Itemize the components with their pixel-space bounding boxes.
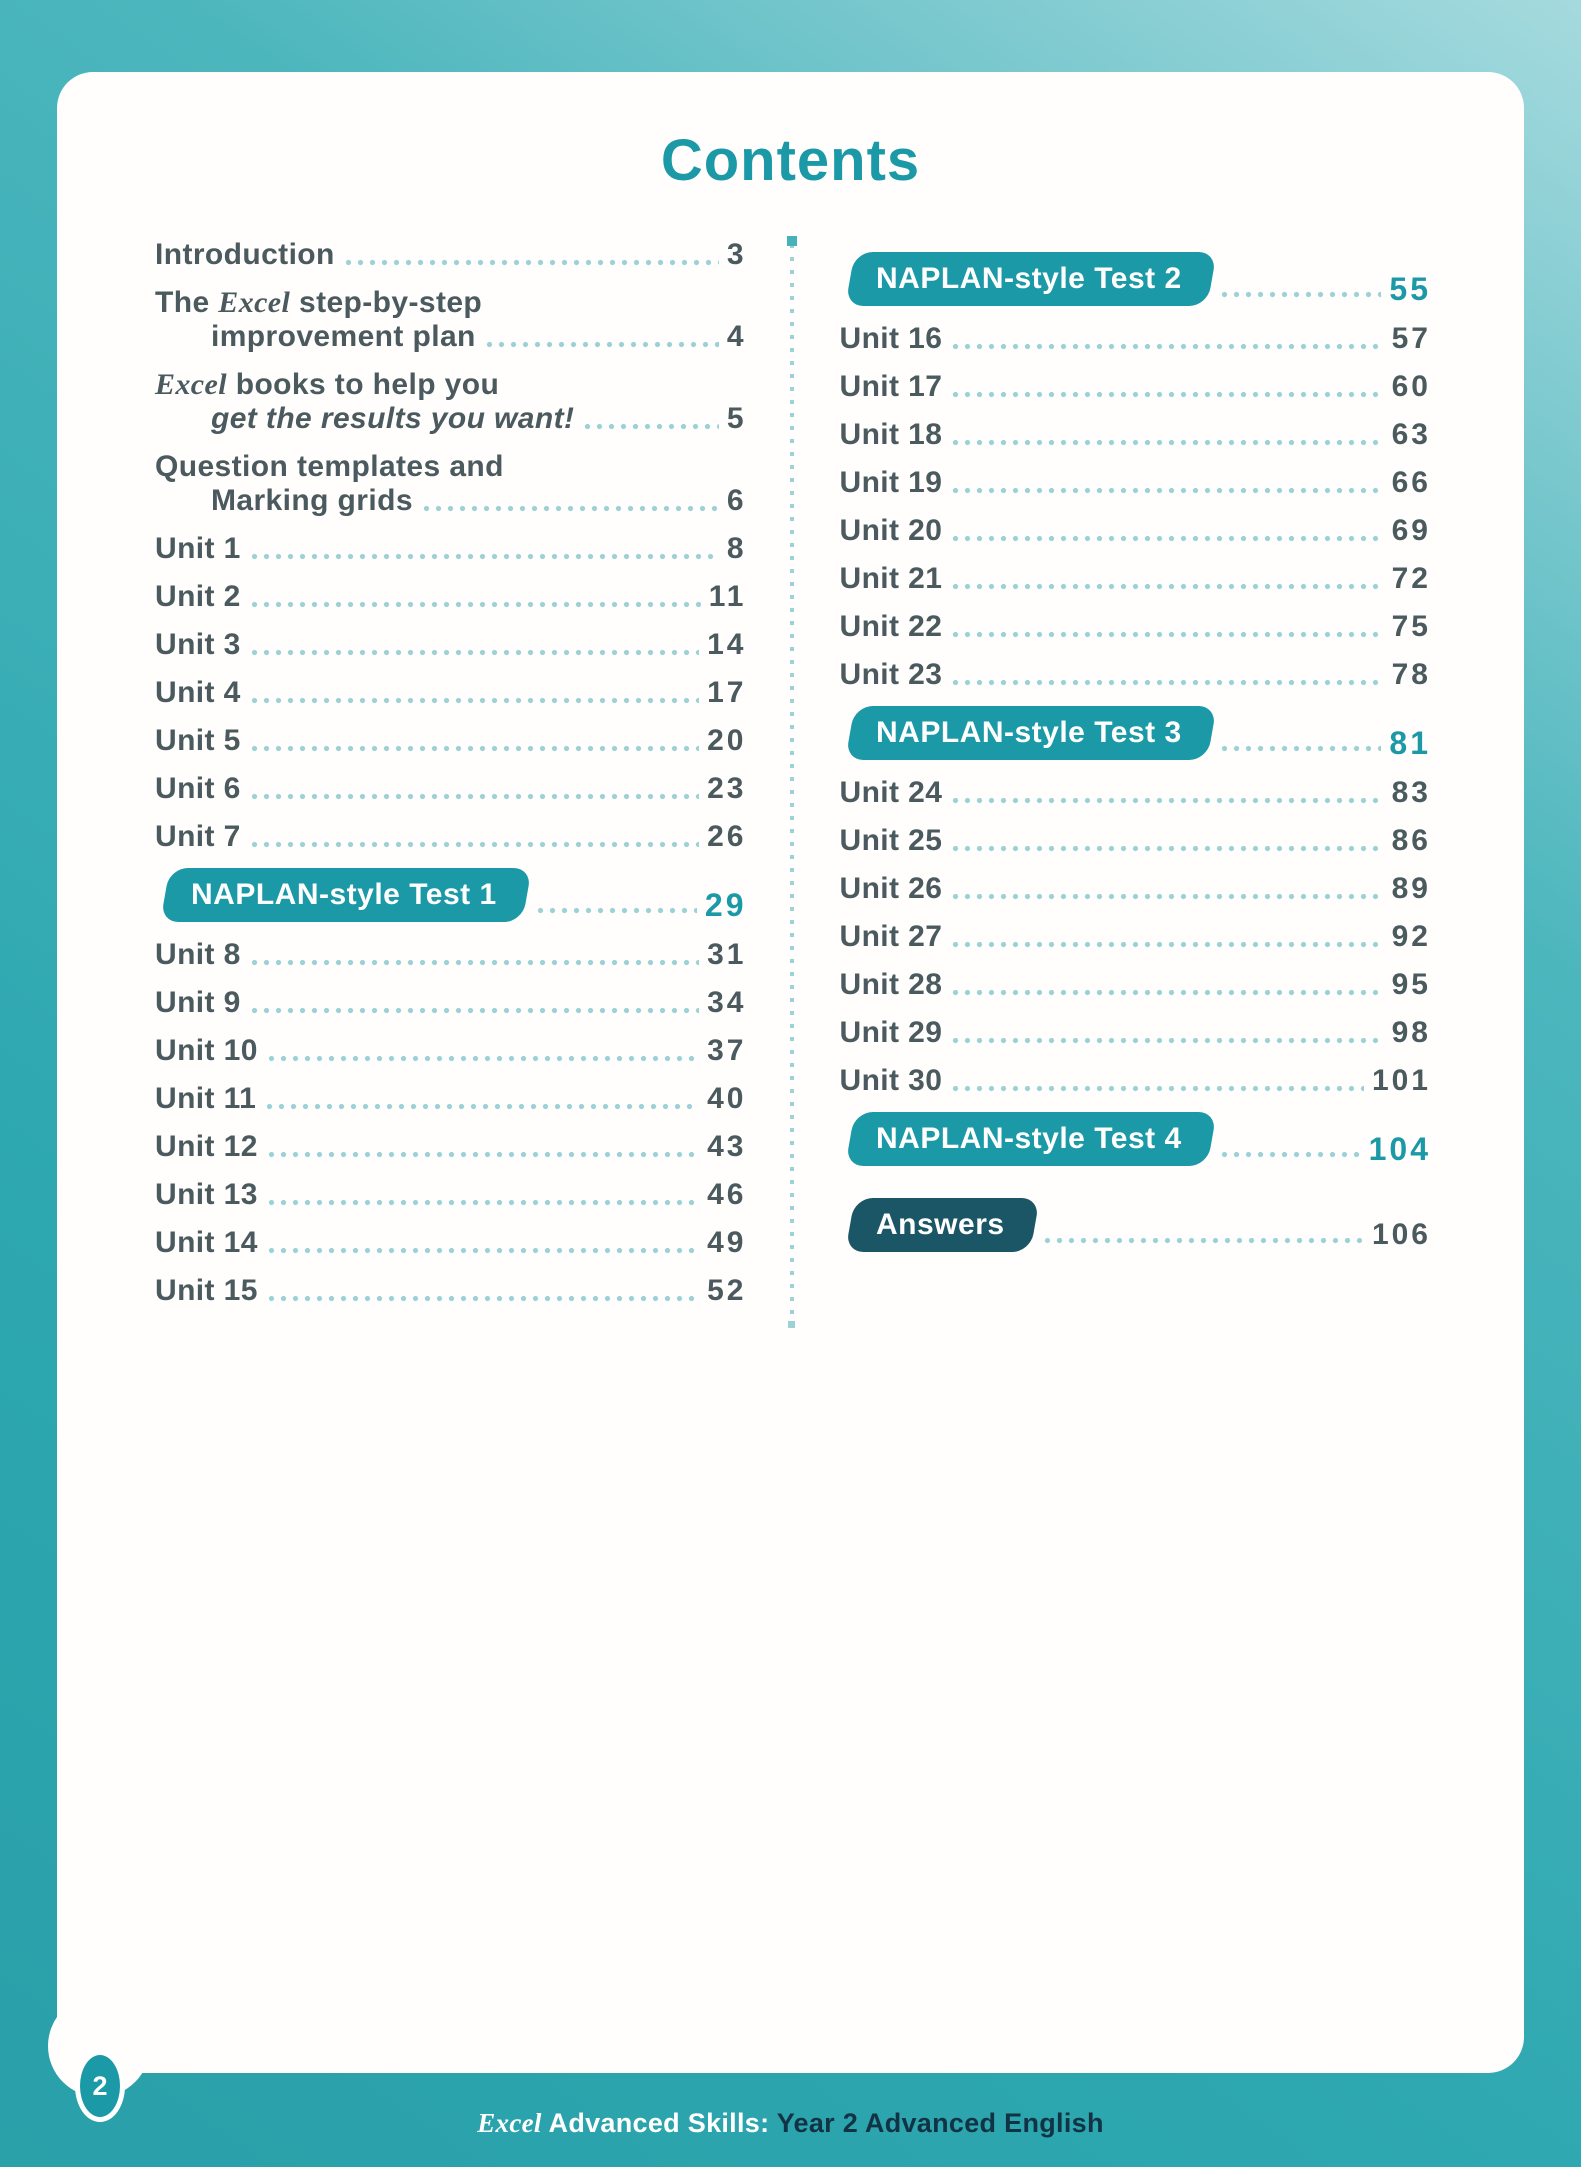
toc-entry-label [840,562,943,596]
dotted-leader [1221,745,1381,752]
page-ref: 20 [707,724,747,757]
dotted-leader [952,535,1383,542]
test-banner [160,868,531,922]
toc-entry-text: Unit 1 [155,532,241,565]
page-ref: 89 [1391,872,1431,905]
page-ref: 57 [1391,322,1431,355]
toc-entry-line [155,986,747,1020]
toc-entry-line [840,610,1429,644]
page-number: 2 [92,2070,108,2101]
toc-entry-text: Unit 22 [839,610,943,643]
page-ref: 46 [707,1178,747,1211]
toc-entry-line [155,938,747,972]
toc-entry-text: Unit 30 [839,1064,943,1097]
toc-entry-label [840,466,943,500]
dotted-leader [952,439,1383,446]
answers-banner-label: Answers [875,1208,1005,1241]
toc-entry-label [155,820,241,854]
toc-entry-label [840,1064,943,1098]
toc-entry-label [155,368,499,402]
answers-banner [845,1198,1039,1252]
toc-entry-text: Unit 11 [155,1082,257,1115]
toc-entry-line [155,484,747,518]
toc-entry-text: Unit 7 [155,820,241,853]
test-banner-row [840,1112,1429,1166]
toc-entry-text: Unit 20 [839,514,943,547]
toc-entry-line [840,776,1429,810]
toc-entry-text: Unit 6 [155,772,241,805]
toc-entry-text: Unit 4 [155,676,241,709]
page-ref: 63 [1391,418,1431,451]
dotted-leader [952,679,1383,686]
page-ref: 49 [707,1226,747,1259]
toc-entry-label [840,418,943,452]
test-banner-row [840,252,1429,306]
toc-entry-text: Unit 26 [839,872,943,905]
page-ref: 52 [707,1274,747,1307]
dotted-leader [1221,1151,1360,1158]
toc-entry-line [840,824,1429,858]
page-ref: 66 [1391,466,1431,499]
footer-book-title: Year 2 Advanced English [776,2108,1104,2138]
toc-entry-line [155,1130,747,1164]
toc-entry-text: Excel [218,286,291,319]
toc-entry-line [840,1064,1429,1098]
toc-entry-label [155,1034,258,1068]
toc-entry-label [155,1130,258,1164]
toc-columns [155,238,1431,1324]
toc-entry-label [155,286,482,320]
toc-entry-label [155,628,241,662]
dotted-leader [1221,291,1381,298]
toc-entry-label [211,320,476,354]
dotted-leader [952,391,1383,398]
dotted-leader [952,1085,1364,1092]
dotted-leader [1044,1237,1364,1244]
page-ref: 106 [1371,1218,1431,1251]
page-ref: 95 [1391,968,1431,1001]
page-ref: 55 [1389,271,1431,307]
toc-entry-line [155,238,747,272]
page-ref: 92 [1391,920,1431,953]
page-ref: 69 [1391,514,1431,547]
page-ref: 98 [1391,1016,1431,1049]
test-banner-label: NAPLAN-style Test 1 [191,878,497,911]
toc-entry-label [155,986,241,1020]
toc-entry-text: improvement plan [211,320,476,353]
toc-entry-label [840,610,943,644]
toc-entry-label [840,968,943,1002]
toc-entry-line [840,968,1429,1002]
test-banner [845,252,1216,306]
page-ref: 60 [1391,370,1431,403]
toc-entry-line [840,1016,1429,1050]
page-ref: 11 [708,580,747,613]
page-ref: 86 [1391,824,1431,857]
page-ref: 104 [1368,1131,1431,1167]
toc-entry-label [155,1274,258,1308]
toc-entry-label [840,920,943,954]
page-ref: 37 [707,1034,747,1067]
toc-entry-line [155,1274,747,1308]
page-ref: 75 [1391,610,1431,643]
toc-entry-label [840,824,943,858]
toc-entry-label [840,658,943,692]
dotted-leader [486,341,719,348]
dotted-leader [952,343,1383,350]
answers-banner-row [840,1198,1429,1252]
toc-entry-label [211,402,574,436]
toc-entry-label [840,514,943,548]
dotted-leader [952,941,1383,948]
dotted-leader [251,601,701,608]
dotted-leader [251,745,699,752]
footer-brand-excel: Excel [477,2108,542,2138]
column-divider-dotted-line [790,244,794,1324]
toc-entry-text: Unit 3 [155,628,241,661]
dotted-leader [268,1199,699,1206]
toc-entry-line [840,658,1429,692]
toc-entry-text: Unit 9 [155,986,241,1019]
page-ref: 34 [707,986,747,1019]
page-ref: 17 [707,676,747,709]
page-title: Contents [660,128,921,193]
page-ref: 4 [726,320,747,353]
toc-entry-text: Unit 28 [839,968,943,1001]
toc-entry-text: Unit 27 [839,920,943,953]
test-banner-row [840,706,1429,760]
page-ref: 101 [1371,1064,1431,1097]
toc-entry-line [840,514,1429,548]
toc-entry-text: Unit 5 [155,724,241,757]
dotted-leader [952,1037,1383,1044]
toc-entry-line [155,1034,747,1068]
dotted-leader [268,1151,699,1158]
toc-entry-text: Unit 18 [839,418,943,451]
toc-entry-line [155,402,747,436]
page-ref: 23 [707,772,747,805]
dotted-leader [345,259,719,266]
dotted-leader [952,583,1383,590]
toc-entry-text: Unit 13 [155,1178,258,1211]
toc-entry-line [840,466,1429,500]
test-banner-row [155,868,747,923]
page-ref: 83 [1391,776,1431,809]
toc-entry-text: get the results you want! [211,402,575,435]
toc-entry-text: Introduction [155,238,335,271]
toc-entry-label [155,238,335,272]
dotted-leader [952,989,1383,996]
toc-entry-line [155,772,747,806]
toc-entry-text: Marking grids [211,484,413,517]
toc-column-left [155,238,747,1324]
dotted-leader [952,631,1383,638]
toc-entry-line [840,370,1429,404]
toc-entry-text: Unit 14 [155,1226,258,1259]
test-banner [845,1112,1216,1166]
dotted-leader [268,1055,699,1062]
toc-entry-text: Excel [155,368,227,401]
dotted-leader [537,907,697,914]
toc-entry-line [155,580,747,614]
toc-entry-label [155,676,241,710]
page-ref: 78 [1391,658,1431,691]
page-ref: 14 [707,628,747,661]
page-ref: 40 [707,1082,747,1115]
toc-entry-label [155,1178,258,1212]
page-ref: 29 [704,887,747,923]
toc-entry-text: Unit 21 [839,562,943,595]
toc-entry-text: step-by-step [290,286,483,319]
dotted-leader [584,423,718,430]
toc-entry-label [155,580,241,614]
toc-entry-line [840,562,1429,596]
toc-entry-line [840,418,1429,452]
toc-entry-text: Unit 10 [155,1034,258,1067]
toc-entry-text: Unit 17 [839,370,943,403]
content-card [57,72,1524,2073]
toc-entry-text: Unit 23 [839,658,943,691]
toc-entry-text: Unit 15 [155,1274,258,1307]
toc-entry-label [155,1082,256,1116]
toc-column-right [840,238,1429,1324]
toc-entry-line [155,450,744,484]
test-banner [845,706,1216,760]
toc-entry-label [840,1016,943,1050]
toc-entry-line [155,286,744,320]
test-banner-label: NAPLAN-style Test 3 [875,716,1182,749]
toc-entry-line [155,724,747,758]
footer [0,2108,1581,2139]
page-ref: 81 [1389,725,1431,761]
page-ref: 31 [707,938,747,971]
toc-entry-label [211,484,413,518]
toc-entry-label [840,776,943,810]
toc-entry-text: Unit 2 [155,580,241,613]
toc-entry-label [155,1226,258,1260]
toc-entry-label [840,872,943,906]
page-ref: 3 [726,238,747,271]
toc-entry-text: Question templates and [155,450,504,483]
dotted-leader [266,1103,699,1110]
toc-entry-text: The [155,286,219,319]
toc-entry-line [155,532,747,566]
page-ref: 6 [726,484,747,517]
toc-entry-line [840,872,1429,906]
dotted-leader [268,1247,699,1254]
dotted-leader [251,553,719,560]
toc-entry-text: Unit 8 [155,938,241,971]
toc-entry-label [155,724,241,758]
toc-entry-text: Unit 29 [839,1016,943,1049]
dotted-leader [423,505,719,512]
toc-entry-line [840,322,1429,356]
test-banner-label: NAPLAN-style Test 4 [875,1122,1182,1155]
dotted-leader [251,1007,699,1014]
toc-entry-label [155,772,241,806]
footer-series-label: Advanced Skills: [541,2108,777,2138]
toc-entry-line [155,1178,747,1212]
toc-entry-line [155,1226,747,1260]
toc-entry-line [155,676,747,710]
toc-entry-text: Unit 19 [839,466,943,499]
toc-entry-label [840,370,943,404]
dotted-leader [251,649,699,656]
dotted-leader [952,845,1383,852]
toc-entry-line [155,1082,747,1116]
toc-entry-label [155,450,504,484]
page-ref: 43 [707,1130,747,1163]
test-banner-label: NAPLAN-style Test 2 [875,262,1182,295]
toc-entry-label [155,532,241,566]
toc-entry-text: Unit 16 [839,322,943,355]
toc-entry-text: Unit 25 [839,824,943,857]
toc-entry-line [155,820,747,854]
dotted-leader [952,797,1383,804]
toc-entry-label [840,322,943,356]
page-ref: 72 [1391,562,1431,595]
dotted-leader [251,841,699,848]
toc-entry-line [155,368,744,402]
toc-entry-line [155,628,747,662]
dotted-leader [251,793,699,800]
dotted-leader [952,487,1383,494]
page-ref: 8 [726,532,747,565]
toc-entry-line [155,320,747,354]
dotted-leader [268,1295,699,1302]
page-ref: 5 [726,402,747,435]
toc-entry-text: books to help you [226,368,500,401]
dotted-leader [952,893,1383,900]
toc-entry-label [155,938,241,972]
page-number-badge [75,2050,125,2122]
toc-entry-line [840,920,1429,954]
dotted-leader [251,697,699,704]
toc-entry-text: Unit 12 [155,1130,258,1163]
toc-entry-text: Unit 24 [839,776,943,809]
dotted-leader [251,959,699,966]
page-ref: 26 [707,820,747,853]
